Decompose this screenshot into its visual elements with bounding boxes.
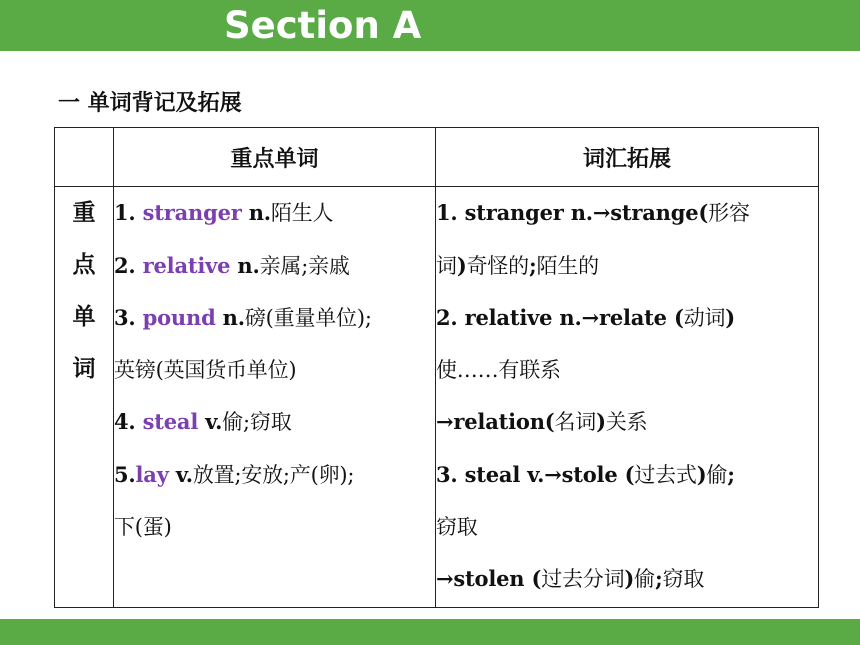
top-banner: [0, 0, 860, 51]
header-key-words: 重点单词: [114, 128, 436, 187]
side-label-char: 单: [72, 304, 96, 330]
expansion-cell: [436, 187, 819, 608]
expansion-line: 1. stranger n.→strange(形容: [436, 200, 750, 225]
key-word-line: 3. pound n.磅(重量单位);: [114, 305, 372, 331]
side-label: [55, 187, 114, 608]
key-word-line: 2. relative n.亲属;亲戚: [114, 252, 350, 278]
key-words-cell: [114, 187, 436, 608]
page-heading: 一 单词背记及拓展: [58, 91, 242, 116]
highlighted-word: relative: [142, 252, 231, 278]
table-header-row: [55, 128, 819, 187]
bottom-banner: [0, 619, 860, 645]
key-word-line: 下(蛋): [114, 514, 172, 539]
section-title: Section A: [224, 4, 422, 47]
highlighted-word: lay: [135, 461, 169, 487]
highlighted-word: stranger: [142, 200, 242, 225]
side-label-char: 点: [72, 252, 96, 278]
key-word-line: 英镑(英国货币单位): [114, 357, 297, 382]
vocab-table: [54, 127, 819, 608]
header-expansion: 词汇拓展: [436, 128, 819, 187]
expansion-line: 词)奇怪的;陌生的: [436, 252, 599, 278]
key-word-line: 5.lay v.放置;安放;产(卵);: [114, 461, 355, 487]
key-word-line: 4. steal v.偷;窃取: [114, 409, 292, 435]
highlighted-word: pound: [142, 305, 216, 331]
table-body-row: [55, 187, 819, 608]
side-label-char: 词: [72, 356, 96, 382]
expansion-line: 窃取: [436, 514, 478, 539]
side-label-char: 重: [72, 200, 96, 226]
expansion-line: 3. steal v.→stole (过去式)偷;: [436, 461, 735, 487]
expansion-line: →relation(名词)关系: [436, 409, 648, 435]
expansion-line: 使……有联系: [436, 357, 561, 382]
key-word-line: 1. stranger n.陌生人: [114, 200, 334, 225]
expansion-line: →stolen (过去分词)偷;窃取: [436, 566, 705, 592]
expansion-line: 2. relative n.→relate (动词): [436, 305, 736, 331]
header-cell-empty: [55, 128, 114, 187]
highlighted-word: steal: [142, 409, 199, 435]
